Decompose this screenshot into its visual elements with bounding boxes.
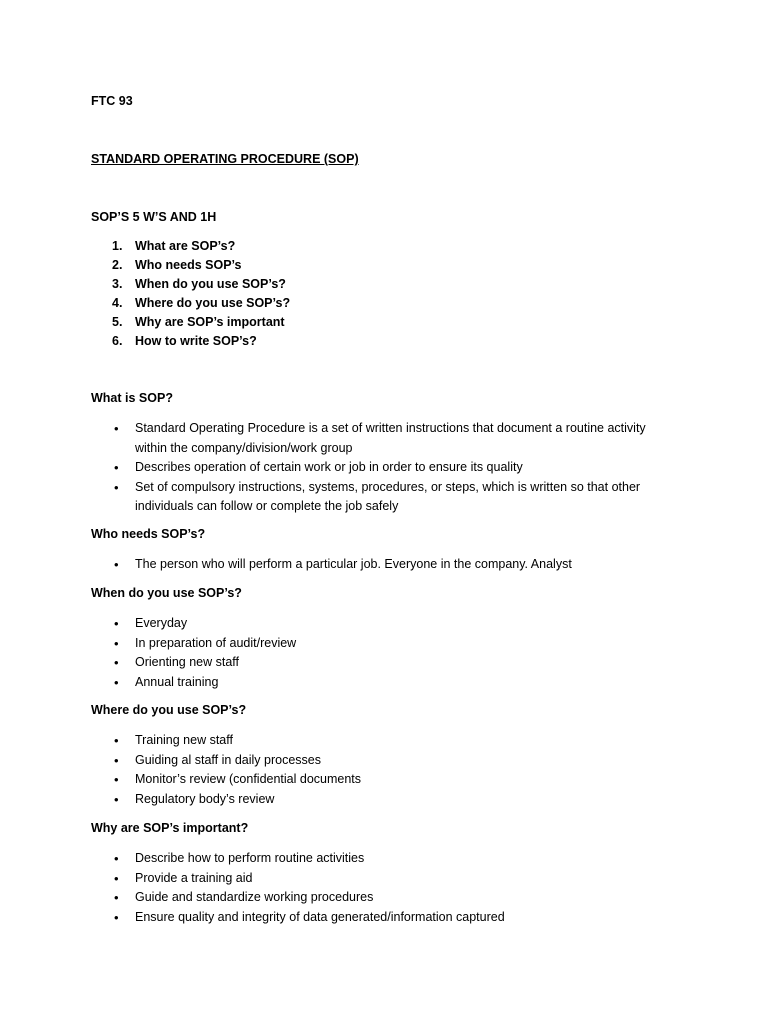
list-item (91, 673, 681, 693)
list-item (91, 458, 681, 478)
list-item (91, 869, 681, 889)
list-number: 6. (112, 334, 123, 348)
bullet-icon: • (114, 635, 119, 651)
bullet-icon: • (114, 851, 119, 866)
list-item (91, 790, 681, 810)
bullet-icon: • (114, 890, 119, 905)
document-subtitle: SOP’S 5 W’S AND 1H (91, 210, 217, 224)
list-item-text: Ensure quality and integrity of data generated/information captured (135, 909, 505, 924)
list-item (91, 419, 681, 458)
list-item (91, 770, 681, 790)
list-item (91, 294, 691, 313)
list-item-text: Standard Operating Procedure is a set of written instructions that document a routine activity within the company/division/work group (135, 421, 646, 455)
list-item (91, 751, 681, 771)
list-item-text: Orienting new staff (135, 655, 239, 669)
list-number: 1. (112, 239, 123, 253)
list-item-text: Who needs SOP’s (135, 258, 242, 272)
list-number: 3. (112, 277, 123, 291)
list-item-text: Guide and standardize working procedures (135, 890, 374, 904)
section-heading: Why are SOP’s important? (91, 821, 249, 835)
bullet-list (91, 555, 681, 575)
list-item-text: Monitor’s review (confidential documents (135, 772, 362, 786)
list-item-text: Describe how to perform routine activities (135, 851, 365, 865)
bullet-icon: • (114, 752, 119, 768)
list-item-text: How to write SOP’s? (135, 334, 257, 348)
bullet-list (91, 419, 681, 517)
list-item (91, 555, 681, 575)
section-heading: Where do you use SOP’s? (91, 703, 247, 717)
list-item (91, 888, 681, 908)
list-item (91, 614, 681, 634)
bullet-icon: • (114, 557, 119, 572)
bullet-icon: • (114, 674, 119, 690)
list-item (91, 256, 691, 275)
list-item (91, 908, 681, 928)
list-item (91, 849, 681, 869)
bullet-list (91, 614, 681, 692)
document-title: STANDARD OPERATING PROCEDURE (SOP) (91, 152, 359, 166)
list-item-text: Where do you use SOP’s? (135, 296, 291, 310)
section-heading: When do you use SOP’s? (91, 586, 242, 600)
list-item-text: In preparation of audit/review (135, 635, 297, 650)
list-item (91, 313, 691, 332)
list-item-text: Why are SOP’s important (135, 315, 285, 329)
list-item-text: Guiding al staff in daily processes (135, 752, 321, 767)
bullet-icon: • (114, 616, 119, 631)
list-number: 2. (112, 258, 123, 272)
list-item-text: When do you use SOP’s? (135, 277, 286, 291)
list-item (91, 478, 681, 517)
list-item-text: What are SOP’s? (135, 239, 236, 253)
list-item-text: Training new staff (135, 733, 233, 747)
list-item-text: Set of compulsory instructions, systems, procedures, or steps, which is written so that other individuals can follow or complete the job safely (135, 479, 641, 513)
section-heading: What is SOP? (91, 391, 173, 405)
list-item-text: Regulatory body’s review (135, 791, 275, 806)
bullet-icon: • (114, 909, 119, 925)
list-item (91, 653, 681, 673)
list-item (91, 731, 681, 751)
list-item (91, 634, 681, 654)
questions-list (91, 237, 691, 351)
bullet-icon: • (114, 870, 119, 886)
section-heading: Who needs SOP’s? (91, 527, 206, 541)
bullet-icon: • (114, 421, 119, 436)
list-item-text: Describes operation of certain work or job in order to ensure its quality (135, 460, 523, 474)
list-item-text: The person who will perform a particular job. Everyone in the company. Analyst (135, 557, 572, 571)
document-code: FTC 93 (91, 94, 133, 108)
list-item-text: Everyday (135, 616, 188, 630)
bullet-list (91, 731, 681, 809)
list-item-text: Provide a training aid (135, 870, 253, 885)
bullet-icon: • (114, 733, 119, 748)
list-item (91, 275, 691, 294)
list-item (91, 332, 691, 351)
bullet-icon: • (114, 791, 119, 807)
bullet-icon: • (114, 772, 119, 787)
list-number: 5. (112, 315, 123, 329)
bullet-icon: • (114, 655, 119, 670)
list-item-text: Annual training (135, 674, 219, 689)
list-number: 4. (112, 296, 123, 310)
list-item (91, 237, 691, 256)
bullet-list (91, 849, 681, 927)
bullet-icon: • (114, 479, 119, 495)
bullet-icon: • (114, 460, 119, 475)
